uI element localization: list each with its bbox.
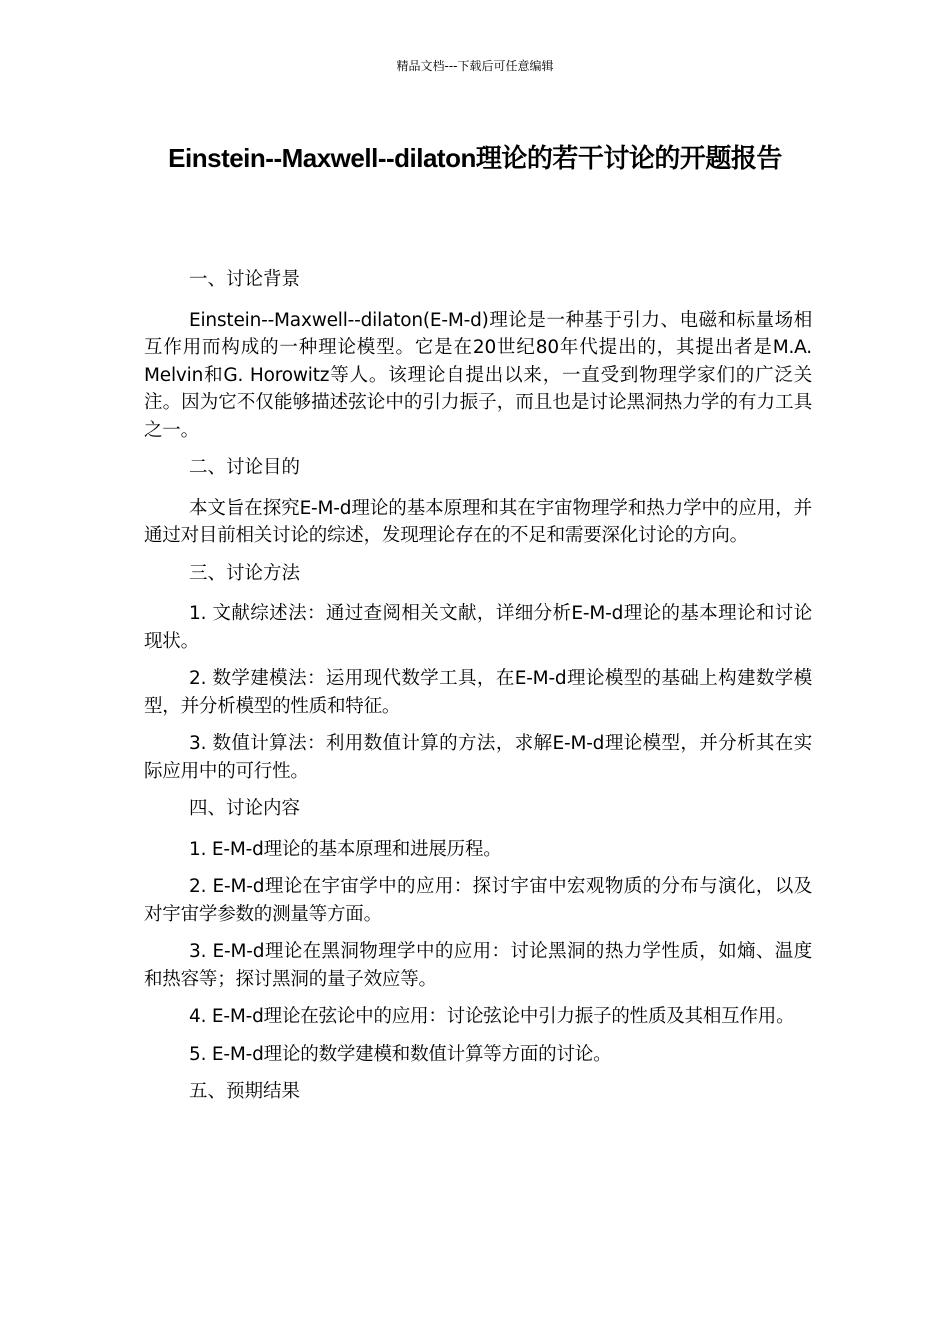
document-title: Einstein--Maxwell--dilaton理论的若干讨论的开题报告	[168, 143, 782, 173]
document-body	[144, 266, 812, 1119]
section-heading-background: 一、讨论背景	[189, 269, 301, 290]
list-item-content-5: 5. E-M-d理论的数学建模和数值计算等方面的讨论。	[189, 1043, 612, 1065]
header-note: 精品文档---下载后可任意编辑	[396, 59, 554, 73]
list-item-content-1: 1. E-M-d理论的基本原理和进展历程。	[189, 838, 502, 860]
list-item-content-3: 3. E-M-d理论在黑洞物理学中的应用：讨论黑洞的热力学性质，如熵、温度和热容等；探讨黑洞的量子效应等。	[144, 941, 812, 990]
section-heading-purpose: 二、讨论目的	[189, 457, 301, 478]
list-item-content-2: 2. E-M-d理论在宇宙学中的应用：探讨宇宙中宏观物质的分布与演化，以及对宇宙学参数的测量等方面。	[144, 876, 812, 925]
section-heading-expected-results: 五、预期结果	[189, 1081, 301, 1102]
list-item-method-2: 2. 数学建模法：运用现代数学工具，在E-M-d理论模型的基础上构建数学模型，并分析模型的性质和特征。	[144, 668, 812, 717]
paragraph-background: Einstein--Maxwell--dilaton(E-M-d)理论是一种基于引力、电磁和标量场相互作用而构成的一种理论模型。它是在20世纪80年代提出的，其提出者是M.A. Melvin和G. Horowitz等人。该理论自提出以来，一直受到物理学家们的广泛关注。因为它不仅能够描述弦论中的引力振子，而且也是讨论黑洞热力学的有力工具之一。	[144, 309, 812, 441]
paragraph-purpose: 本文旨在探究E-M-d理论的基本原理和其在宇宙物理学和热力学中的应用，并通过对目前相关讨论的综述，发现理论存在的不足和需要深化讨论的方向。	[144, 497, 812, 546]
list-item-method-3: 3. 数值计算法：利用数值计算的方法，求解E-M-d理论模型，并分析其在实际应用中的可行性。	[144, 733, 812, 782]
list-item-content-4: 4. E-M-d理论在弦论中的应用：讨论弦论中引力振子的性质及其相互作用。	[189, 1006, 795, 1027]
section-heading-methods: 三、讨论方法	[189, 562, 301, 584]
list-item-method-1: 1. 文献综述法：通过查阅相关文献，详细分析E-M-d理论的基本理论和讨论现状。	[144, 603, 812, 652]
section-heading-content: 四、讨论内容	[189, 798, 301, 819]
